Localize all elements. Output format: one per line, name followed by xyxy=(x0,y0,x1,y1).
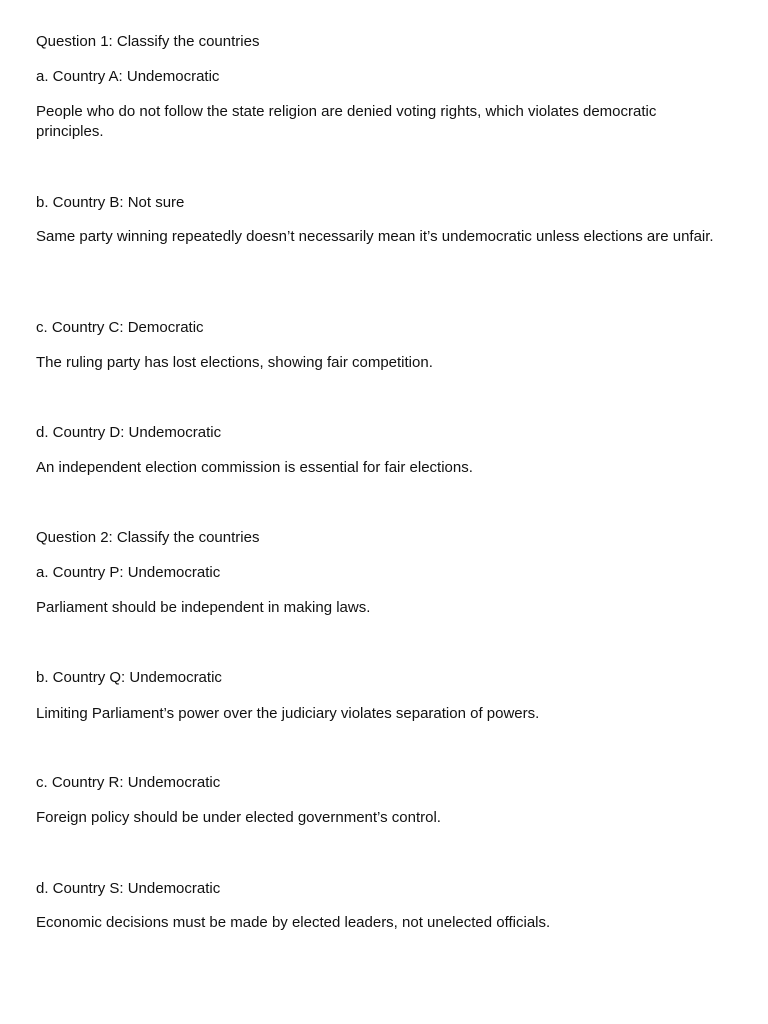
item-reason: Economic decisions must be made by elected leaders, not unelected officials. xyxy=(36,914,551,931)
item-reason: The ruling party has lost elections, showing fair competition. xyxy=(36,354,433,371)
item-reason: An independent election commission is essential for fair elections. xyxy=(36,459,473,476)
item-label: c. Country R: Undemocratic xyxy=(36,774,221,791)
item-reason: People who do not follow the state religion are denied voting rights, which violates democratic principles. xyxy=(36,103,657,140)
item-label: d. Country D: Undemocratic xyxy=(36,424,222,441)
item-label: a. Country P: Undemocratic xyxy=(36,564,221,581)
item-reason: Foreign policy should be under elected government’s control. xyxy=(36,809,441,826)
item-label: b. Country Q: Undemocratic xyxy=(36,669,222,686)
question-1-heading: Question 1: Classify the countries xyxy=(36,33,260,50)
item-label: c. Country C: Democratic xyxy=(36,319,204,336)
item-reason: Parliament should be independent in making laws. xyxy=(36,599,371,616)
question-2-heading: Question 2: Classify the countries xyxy=(36,529,260,546)
item-label: a. Country A: Undemocratic xyxy=(36,68,220,85)
item-label: b. Country B: Not sure xyxy=(36,194,185,211)
item-reason: Limiting Parliament’s power over the judiciary violates separation of powers. xyxy=(36,705,540,722)
item-label: d. Country S: Undemocratic xyxy=(36,880,221,897)
item-reason: Same party winning repeatedly doesn’t necessarily mean it’s undemocratic unless elections are unfair. xyxy=(36,228,714,245)
